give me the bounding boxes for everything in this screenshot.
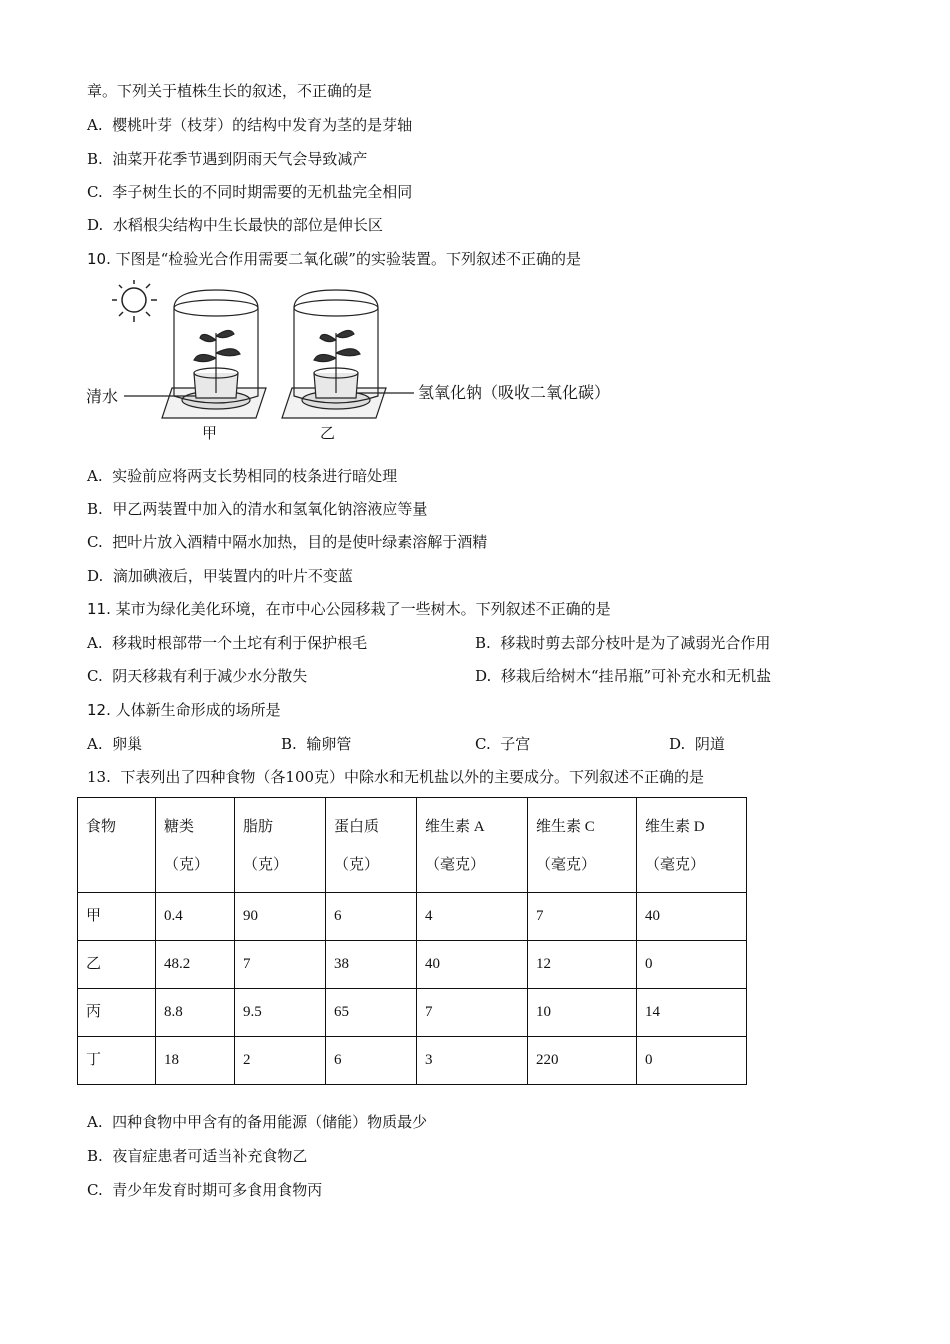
q12-option-a: A. 卵巢 [87, 735, 143, 753]
header-vitamin-c: 维生素 C （毫克） [528, 798, 637, 893]
q10-stem: 10. 下图是“检验光合作用需要二氧化碳”的实验装置。下列叙述不正确的是 [87, 250, 581, 268]
q10-option-c: C. 把叶片放入酒精中隔水加热，目的是使叶绿素溶解于酒精 [87, 533, 488, 551]
header-food: 食物 [78, 798, 156, 893]
q11-option-c: C. 阴天移栽有利于减少水分散失 [87, 667, 308, 685]
apparatus-yi [282, 290, 386, 418]
q11-stem: 11. 某市为绿化美化环境，在市中心公园移栽了一些树木。下列叙述不正确的是 [87, 600, 611, 618]
q12-option-c: C. 子宫 [475, 735, 531, 753]
q9-option-b: B. 油菜开花季节遇到阴雨天气会导致减产 [87, 150, 368, 168]
header-vitamin-d: 维生素 D （毫克） [637, 798, 747, 893]
table-row: 甲 0.4 90 6 4 7 40 [78, 893, 747, 941]
label-yi: 乙 [320, 424, 336, 442]
q13-option-c: C. 青少年发育时期可多食用食物丙 [87, 1181, 323, 1199]
q10-option-a: A. 实验前应将两支长势相同的枝条进行暗处理 [87, 467, 398, 485]
food-nutrient-table [77, 797, 747, 1085]
q13-option-b: B. 夜盲症患者可适当补充食物乙 [87, 1147, 308, 1165]
photosynthesis-apparatus-figure [84, 278, 644, 448]
apparatus-jia [162, 290, 266, 418]
q12-option-b: B. 输卵管 [281, 735, 352, 753]
header-vitamin-a: 维生素 A （毫克） [417, 798, 528, 893]
table-header-row [78, 798, 747, 893]
q12-stem: 12. 人体新生命形成的场所是 [87, 701, 281, 719]
q9-option-a: A. 樱桃叶芽（枝芽）的结构中发育为茎的是芽轴 [87, 116, 413, 134]
q10-option-d: D. 滴加碘液后，甲装置内的叶片不变蓝 [87, 567, 353, 585]
q12-option-d: D. 阴道 [669, 735, 725, 753]
header-fat: 脂肪 （克） [235, 798, 326, 893]
table-row: 乙 48.2 7 38 40 12 0 [78, 941, 747, 989]
q11-option-b: B. 移栽时剪去部分枝叶是为了减弱光合作用 [475, 634, 771, 652]
label-water: 清水 [86, 387, 119, 406]
header-protein: 蛋白质 （克） [326, 798, 417, 893]
sun-icon [112, 280, 157, 322]
q13-stem: 13. 下表列出了四种食物（各100克）中除水和无机盐以外的主要成分。下列叙述不正确的是 [87, 768, 705, 786]
q9-option-c: C. 李子树生长的不同时期需要的无机盐完全相同 [87, 183, 413, 201]
q10-option-b: B. 甲乙两装置中加入的清水和氢氧化钠溶液应等量 [87, 500, 428, 518]
q9-option-d: D. 水稻根尖结构中生长最快的部位是伸长区 [87, 216, 383, 234]
header-sugar: 糖类 （克） [156, 798, 235, 893]
table-row: 丁 18 2 6 3 220 0 [78, 1037, 747, 1085]
label-naoh: 氢氧化钠（吸收二氧化碳） [418, 383, 611, 402]
q11-option-a: A. 移栽时根部带一个土坨有利于保护根毛 [87, 634, 368, 652]
label-jia: 甲 [202, 424, 218, 442]
q13-option-a: A. 四种食物中甲含有的备用能源（储能）物质最少 [87, 1113, 428, 1131]
q11-option-d: D. 移栽后给树木“挂吊瓶”可补充水和无机盐 [475, 667, 772, 685]
table-row: 丙 8.8 9.5 65 7 10 14 [78, 989, 747, 1037]
q9-stem-tail: 章。下列关于植株生长的叙述，不正确的是 [87, 82, 373, 100]
